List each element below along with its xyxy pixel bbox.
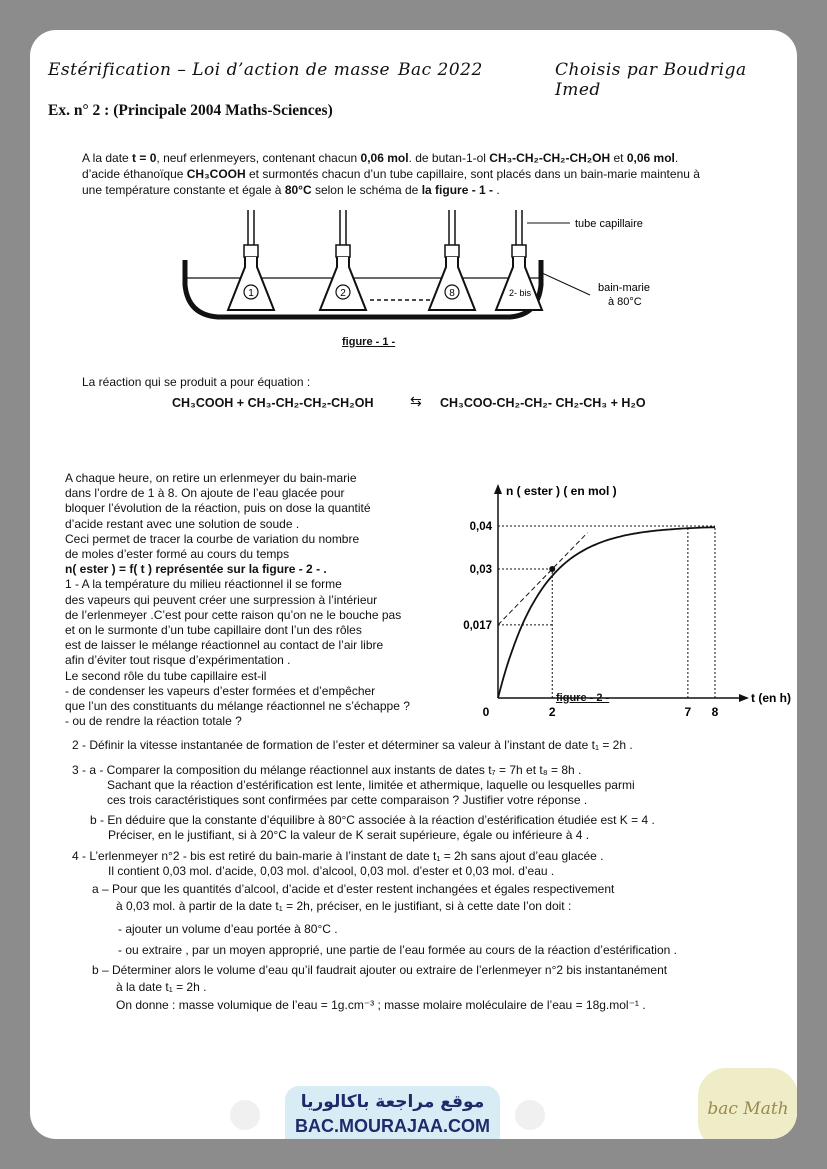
tube-label: tube capillaire: [575, 218, 643, 230]
x-tick-label: 0: [482, 705, 490, 719]
equation-arrow: ⇆: [410, 393, 422, 409]
left-line: afin d’éviter tout risque d’expérimentation .: [65, 653, 291, 668]
left-line: bloquer l’évolution de la réaction, puis on dose la quantité: [65, 501, 371, 516]
flask-label-2bis: 2- bis: [508, 288, 532, 298]
left-line: que l’un des constituants du mélange réactionnel ne s’échappe ?: [65, 699, 410, 714]
intro-line-1: A la date t = 0, neuf erlenmeyers, contenant chacun 0,06 mol. de butan-1-ol CH₃-CH₂-CH₂-CH₂OH et 0,06 mol.: [82, 151, 679, 165]
left-line: Le second rôle du tube capillaire est-il: [65, 668, 267, 683]
tangent-point: [549, 566, 555, 572]
question-4b-line-1: b – Déterminer alors le volume d’eau qu’il faudrait ajouter ou extraire de l’erlenmeyer n°2 bis instantanément: [92, 963, 668, 977]
intro-line-2: d’acide éthanoïque CH₃COOH et surmontés chacun d’un tube capillaire, sont placés dans un bain-marie maintenu à: [82, 167, 700, 181]
left-line: de moles d’ester formé au cours du temps: [65, 547, 290, 562]
x-tick-label: 8: [711, 705, 719, 719]
left-line: est de laisser le mélange réactionnel au contact de l’air libre: [65, 638, 384, 653]
question-3a-line-3: ces trois caractéristiques sont confirmées par cette comparaison ? Justifier votre réponse .: [107, 793, 588, 807]
document-page: [30, 30, 797, 1139]
bac-math-badge: bac Math: [698, 1068, 797, 1139]
x-tick-label: 7: [684, 705, 692, 719]
footer-banner[interactable]: [285, 1086, 500, 1139]
y-tick-label: 0,04: [469, 521, 492, 533]
footer-arabic: موقع مراجعة باكالوريا: [300, 1092, 485, 1112]
x-axis-arrow: [739, 694, 749, 702]
exercise-title: Ex. n° 2 : (Principale 2004 Maths-Sciences): [48, 102, 333, 119]
question-4a-line-2: à 0,03 mol. à partir de la date t₁ = 2h, préciser, en le justifiant, si à cette date l’on doit :: [116, 899, 572, 913]
bath-pointer: [542, 273, 590, 295]
site-logo-right: [515, 1100, 545, 1130]
question-4-line-1: 4 - L’erlenmeyer n°2 - bis est retiré du bain-marie à l’instant de date t₁ = 2h sans ajout d’eau glacée .: [72, 849, 604, 863]
left-line: - ou de rendre la réaction totale ?: [65, 714, 242, 729]
footer-url[interactable]: BAC.MOURAJAA.COM: [295, 1116, 490, 1136]
figure-2-caption: figure - 2 -: [556, 692, 610, 704]
left-line: de l’erlenmeyer .C’est pour cette raison qu’on ne le bouche pas: [65, 607, 402, 622]
left-text-block: [65, 471, 410, 729]
x-tick-label: 2: [548, 705, 556, 719]
equation-left: CH₃COOH + CH₃-CH₂-CH₂-CH₂OH: [172, 396, 374, 410]
left-line: dans l’ordre de 1 à 8. On ajoute de l’eau glacée pour: [65, 486, 345, 501]
question-2: 2 - Définir la vitesse instantanée de formation de l’ester et déterminer sa valeur à l’instant de date t₁ = 2h .: [72, 738, 633, 752]
left-line: n( ester ) = f( t ) représentée sur la figure - 2 - .: [65, 562, 327, 577]
question-3b-line-1: b - En déduire que la constante d’équilibre à 80°C associée à la réaction d’estérification étudiée est K = 4 .: [90, 813, 655, 827]
left-line: 1 - A la température du milieu réactionnel il se forme: [65, 577, 342, 592]
flask-label-1: 1: [248, 288, 254, 299]
figure-2-chart: [425, 450, 797, 720]
question-4b-line-3: On donne : masse volumique de l’eau = 1g.cm⁻³ ; masse molaire moléculaire de l’eau = 18g.mol⁻¹ .: [116, 998, 646, 1012]
question-4a-line-3: - ajouter un volume d’eau portée à 80°C .: [118, 922, 338, 936]
figure-1-caption: figure - 1 -: [342, 336, 396, 348]
question-4a-line-4: - ou extraire , par un moyen approprié, une partie de l’eau formée au cours de la réaction d’estérification .: [118, 943, 677, 957]
question-4-line-2: Il contient 0,03 mol. d’acide, 0,03 mol. d’alcool, 0,03 mol. d’ester et 0,03 mol. d’eau .: [108, 864, 555, 878]
left-line: des vapeurs qui peuvent créer une surpression à l’intérieur: [65, 592, 378, 607]
header-exam: Bac 2022: [398, 60, 483, 80]
left-line: et on le surmonte d’un tube capillaire dont l’un des rôles: [65, 623, 362, 638]
flask-label-8: 8: [449, 288, 455, 299]
left-line: Ceci permet de tracer la courbe de variation du nombre: [65, 531, 360, 546]
reaction-intro: La réaction qui se produit a pour équation :: [82, 375, 311, 389]
left-line: d’acide restant avec une solution de soude .: [65, 516, 300, 531]
y-axis-label: n ( ester ) ( en mol ): [506, 484, 617, 498]
bath-label-1: bain-marie: [598, 282, 650, 294]
y-axis-arrow: [494, 484, 502, 494]
y-tick-label: 0,017: [463, 619, 492, 632]
question-3a-line-1: 3 - a - Comparer la composition du mélange réactionnel aux instants de dates t₇ = 7h et t₈ = 8h .: [72, 763, 582, 777]
header-title: Estérification – Loi d’action de masse: [48, 60, 391, 80]
question-4a-line-1: a – Pour que les quantités d’alcool, d’acide et d’ester restent inchangées et égales respectivement: [92, 882, 615, 896]
figure-1-apparatus: [170, 205, 670, 335]
ester-curve: [498, 527, 715, 698]
left-line: A chaque heure, on retire un erlenmeyer du bain-marie: [65, 471, 357, 485]
y-tick-label: 0,03: [469, 564, 492, 576]
question-3b-line-2: Préciser, en le justifiant, si à 20°C la valeur de K serait supérieure, égale ou inférieure à 4 .: [108, 828, 590, 842]
bath-label-2: à 80°C: [608, 296, 642, 308]
x-axis-label: t (en h): [751, 691, 791, 705]
header-author: Choisis par Boudriga Imed: [555, 60, 747, 100]
equation-right: CH₃COO-CH₂-CH₂- CH₂-CH₃ + H₂O: [440, 396, 646, 410]
flask-label-2: 2: [340, 288, 346, 299]
site-logo-left: [230, 1100, 260, 1130]
intro-line-3: une température constante et égale à 80°C selon le schéma de la figure - 1 - .: [82, 183, 500, 197]
left-line: - de condenser les vapeurs d’ester formées et d’empêcher: [65, 683, 376, 698]
tangent-line: [498, 533, 588, 625]
question-3a-line-2: Sachant que la réaction d’estérification est lente, limitée et athermique, laquelle ou lesquelles parmi: [107, 778, 635, 792]
question-4b-line-2: à la date t₁ = 2h .: [116, 980, 207, 994]
